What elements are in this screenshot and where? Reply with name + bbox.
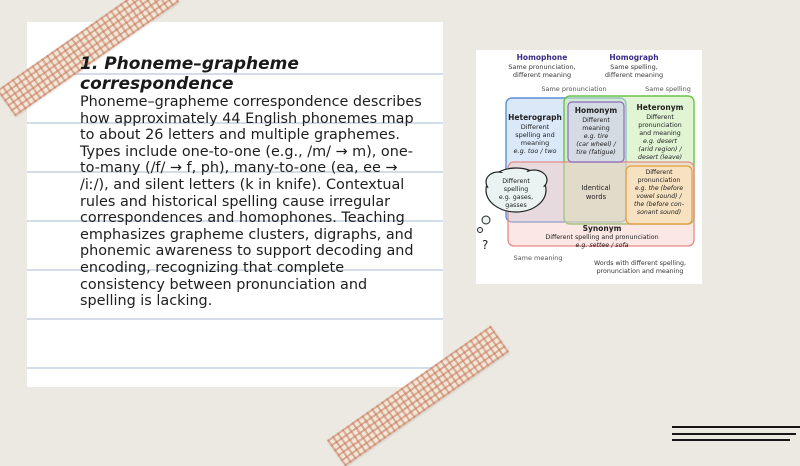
cloud-desc-1: Different [502,178,530,185]
different-all-2: pronunciation and meaning [596,268,684,275]
identical-words-2: words [585,193,607,201]
heterograph-example: e.g. too / two [513,147,557,155]
synonym-example: e.g. settee / sofa [575,242,629,249]
diff-pron-example-1: e.g. the (before [634,185,684,192]
homonym-title: Homonym [574,106,618,115]
homonym-desc-1: Different [582,117,610,124]
homonym-example-3: tire (fatigue) [576,149,616,156]
cloud-example-2: gasses [505,202,527,209]
homonym-example-2: (car wheel) / [576,141,616,148]
heteronym-title: Heteronym [636,103,684,112]
homograph-title: Homograph [609,53,659,62]
question-mark: ? [482,238,489,252]
homonym-example-1: e.g. tire [583,133,609,140]
diff-pron-desc-1: Different [645,169,673,176]
homophone-desc-1: Same pronunciation, [508,63,576,71]
decorative-line [672,426,800,428]
identical-words-1: Identical [581,184,611,192]
heteronym-desc-2: pronunciation [638,122,682,129]
synonym-title: Synonym [582,224,622,233]
decorative-line [672,439,790,441]
heteronym-example-1: e.g. desert [643,138,677,145]
section-body: Phoneme–grapheme correspondence describes how approximately 44 English phonemes map to about 26 letters and multiple graphemes. Types include one-to-one (e.g., /m/ → m), one-to-many (/f/ → f, ph), many-to-one (ea, ee → /iː/), and silent letters (k in knife). Contextual rules and historical spelling cause irregular correspondences and homophones. Teaching emphasizes grapheme clusters, digraphs, and phonemic awareness to support decoding and encoding, recognizing that complete consistency between pronunciation and spelling is lacking. [80,94,422,310]
same-meaning-label: Same meaning [513,254,563,262]
homograph-desc-2: different meaning [604,71,664,79]
homonym-desc-2: meaning [582,125,610,132]
heterograph-desc-3: meaning [520,139,550,147]
diff-pron-example-4: sonant sound) [636,209,682,216]
heterograph-title: Heterograph [508,113,562,122]
venn-diagram-svg [476,50,702,284]
cloud-desc-2: spelling [503,186,529,193]
decorative-line [672,433,796,435]
diff-pron-desc-2: pronunciation [637,177,681,184]
heteronym-desc-3: and meaning [639,130,681,137]
synonym-desc: Different spelling and pronunciation [545,234,659,241]
cloud-example-1: e.g. gases, [498,194,534,201]
homophone-desc-2: different meaning [512,71,572,79]
heterograph-desc-1: Different [520,123,550,131]
different-all-1: Words with different spelling, [594,260,686,267]
heteronym-desc-1: Different [646,114,674,121]
heteronym-example-3: desert (leave) [637,154,683,161]
diff-pron-example-3: the (before con- [634,201,684,208]
homograph-homophone-venn-diagram [476,50,702,284]
section-title: 1. Phoneme–grapheme correspondence [80,54,299,94]
heterograph-desc-2: spelling and [515,131,555,139]
decorative-lines [672,424,800,444]
heteronym-example-2: (arid region) / [638,146,682,153]
same-pronunciation-label: Same pronunciation [541,85,607,93]
homophone-title: Homophone [516,53,568,62]
diff-pron-example-2: vowel sound) / [636,193,682,200]
homograph-desc-1: Same spelling, [610,63,658,71]
same-spelling-label: Same spelling [645,85,691,93]
